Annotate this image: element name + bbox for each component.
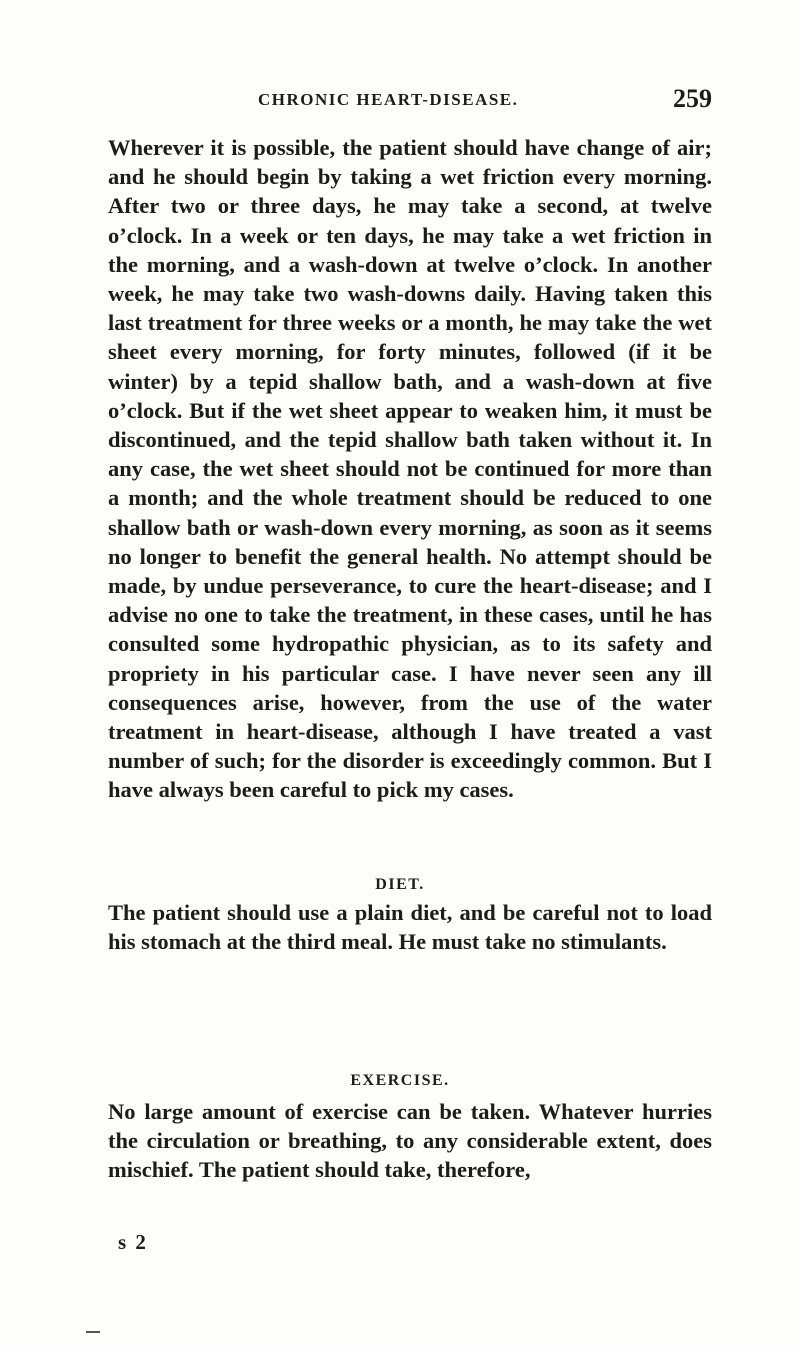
paragraph-diet: The patient should use a plain diet, and be careful not to load his stomach at the third meal. He must take no stimulants. (108, 900, 712, 955)
print-mark (86, 1331, 100, 1333)
paragraph-treatment: Wherever it is possible, the patient should have change of air; and he should begin by taking a wet friction every morning. After two or three days, he may take a second, at twelve o’clock. In a week or ten days, he may take a wet friction in the morning, and a wash-down at twelve o’clock. In another week, he may take two wash-downs daily. Having taken this last treatment for three weeks or a month, he may take the wet sheet every morning, for forty minutes, followed (if it be winter) by a tepid shallow bath, and a wash-down at five o’clock. But if the wet sheet appear to weaken him, it must be discontinued, and the tepid shallow bath taken without it. In any case, the wet sheet should not be continued for more than a month; and the whole treatment should be reduced to one shallow bath or wash-down every morning, as soon as it seems no longer to benefit the general health. No attempt should be made, by undue perseverance, to cure the heart-disease; and I advise no one to take the treatment, in these cases, until he has consulted some hydropathic physician, as to its safety and propriety in his particular case. I have never seen any ill consequences arise, however, from the use of the water treatment in heart-disease, although I have treated a vast number of such; for the disorder is exceedingly common. But I have always been careful to pick my cases. (108, 135, 712, 803)
running-header (88, 84, 712, 116)
diet-heading: DIET. (375, 876, 425, 893)
diet-paragraph (108, 898, 712, 956)
page-number: 259 (673, 84, 712, 113)
exercise-heading: EXERCISE. (350, 1072, 450, 1089)
running-title: CHRONIC HEART-DISEASE. (258, 90, 519, 109)
signature-mark: s 2 (118, 1230, 148, 1254)
exercise-paragraph (108, 1097, 712, 1185)
main-paragraph (108, 133, 712, 805)
paragraph-exercise: No large amount of exercise can be taken. Whatever hurries the circulation or breathing, to any considerable extent, does mischief. The patient should take, therefore, (108, 1099, 712, 1183)
